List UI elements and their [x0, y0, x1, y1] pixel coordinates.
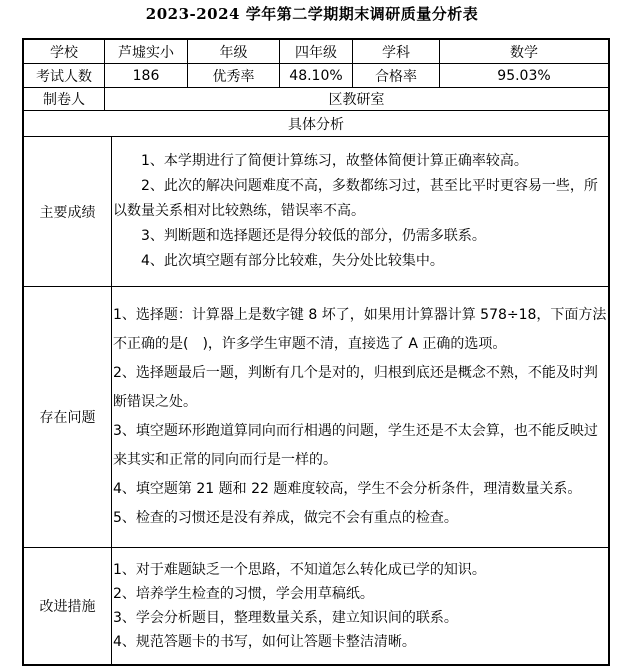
measure-item: 4、规范答题卡的书写，如何让答题卡整洁清晰。	[113, 634, 416, 650]
problem-item: 5、检查的习惯还是没有养成，做完不会有重点的检查。	[113, 510, 458, 526]
existing-problems-row	[24, 287, 608, 548]
existing-problems-label-cell: 存在问题	[24, 287, 112, 547]
paper-maker-label-cell: 制卷人	[24, 88, 105, 110]
main-achievements-row	[24, 137, 608, 287]
measure-item: 3、学会分析题目，整理数量关系，建立知识间的联系。	[113, 610, 458, 626]
analysis-header-cell: 具体分析	[288, 116, 344, 133]
excellent-rate-label-cell: 优秀率	[188, 64, 280, 87]
improvement-measures-row	[24, 548, 608, 664]
page-title: 2023-2024 学年第二学期期末调研质量分析表	[145, 5, 479, 23]
pass-rate-value-cell: 95.03%	[497, 67, 551, 84]
info-row-2	[24, 64, 608, 88]
examinees-value-cell: 186	[105, 64, 188, 87]
grade-value-cell: 四年级	[280, 40, 353, 63]
problem-item: 2、选择题最后一题，判断有几个是对的，归根到底还是概念不熟，不能及时判断错误之处。	[113, 365, 598, 410]
improvement-measures-content-cell	[112, 548, 608, 664]
analysis-header-row	[24, 111, 608, 137]
existing-problems-content-cell	[112, 287, 608, 547]
achievement-item: 2、此次的解决问题难度不高，多数都练习过，甚至比平时更容易一些，所以数量关系相对比较熟练，错误率不高。	[113, 178, 598, 219]
subject-label-cell: 学科	[353, 40, 440, 63]
achievement-item: 1、本学期进行了简便计算练习，故整体简便计算正确率较高。	[141, 153, 528, 169]
info-row-3	[24, 88, 608, 111]
school-value-cell: 芦墟实小	[105, 40, 188, 63]
school-label-cell: 学校	[24, 40, 105, 63]
subject-value-cell: 数学	[510, 44, 538, 61]
measure-item: 2、培养学生检查的习惯，学会用草稿纸。	[113, 586, 374, 602]
achievement-item: 3、判断题和选择题还是得分较低的部分，仍需多联系。	[141, 228, 486, 244]
improvement-measures-label-cell: 改进措施	[24, 548, 112, 664]
measure-item: 1、对于难题缺乏一个思路，不知道怎么转化成已学的知识。	[113, 562, 486, 578]
problem-item: 4、填空题第 21 题和 22 题难度较高，学生不会分析条件，理清数量关系。	[113, 481, 582, 497]
paper-maker-value-cell: 区教研室	[328, 92, 385, 108]
info-row-1	[24, 40, 608, 64]
main-achievements-content-cell	[112, 137, 608, 286]
excellent-rate-value-cell: 48.10%	[280, 64, 353, 87]
problem-item: 1、选择题：计算器上是数字键 8 坏了，如果用计算器计算 578÷18，下面方法不正确的是( )，许多学生审题不清，直接选了 A 正确的选项。	[113, 307, 607, 352]
analysis-table	[22, 38, 610, 666]
main-achievements-label-cell: 主要成绩	[24, 137, 112, 286]
problem-item: 3、填空题环形跑道算同向而行相遇的问题，学生还是不太会算，也不能反映过来其实和正常的同向而行是一样的。	[113, 423, 598, 468]
grade-label-cell: 年级	[188, 40, 280, 63]
achievement-item: 4、此次填空题有部分比较难，失分处比较集中。	[141, 253, 444, 269]
pass-rate-label-cell: 合格率	[353, 64, 440, 87]
examinees-label-cell: 考试人数	[24, 64, 105, 87]
